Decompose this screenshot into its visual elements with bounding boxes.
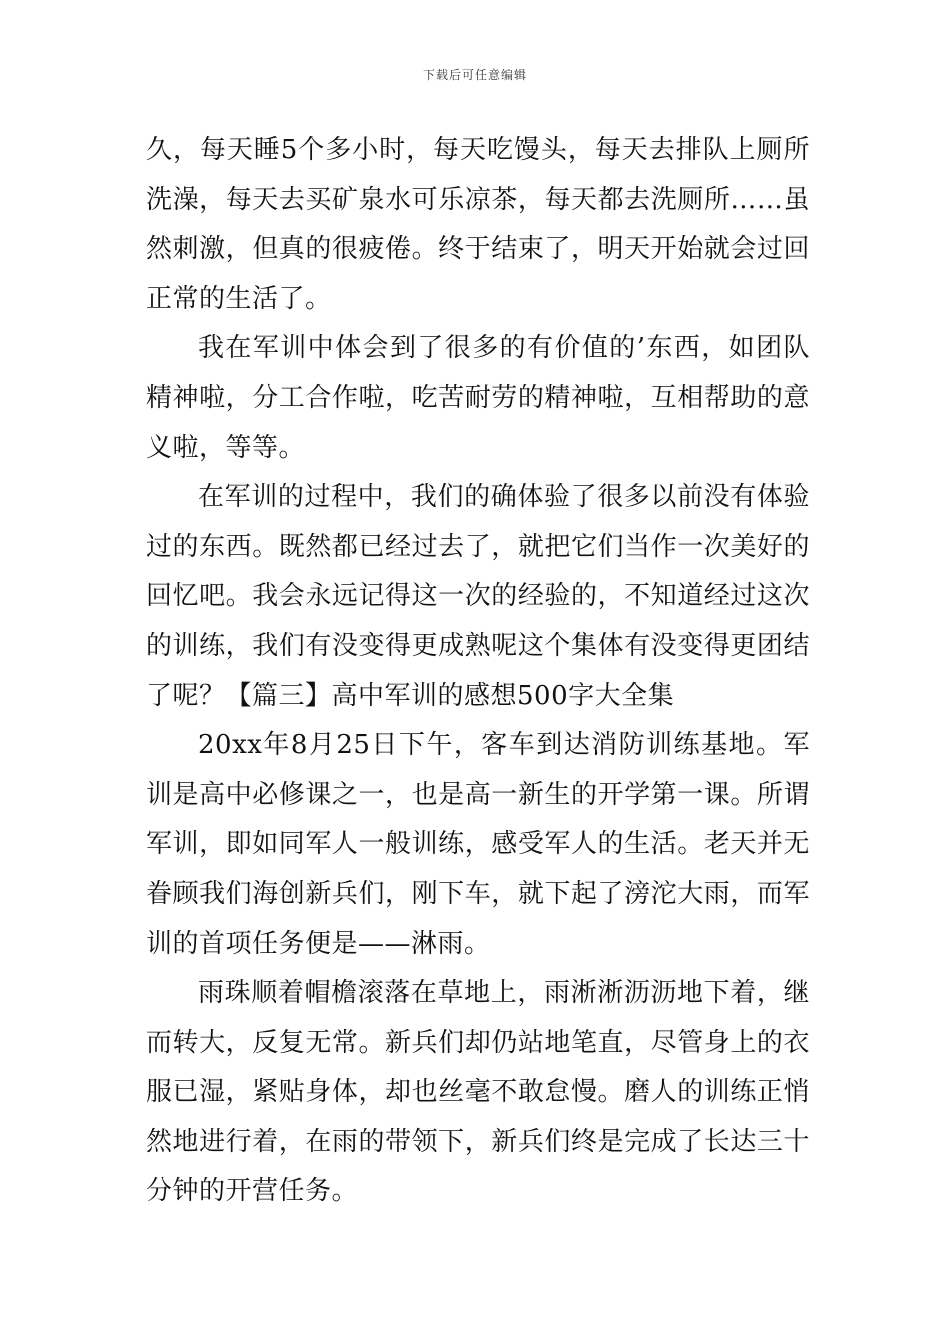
paragraph-2: 我在军训中体会到了很多的有价值的’东西，如团队精神啦，分工合作啦，吃苦耐劳的精神啦，互相帮助的意义啦，等等。 [146,333,810,463]
paragraph-3: 在军训的过程中，我们的确体验了很多以前没有体验过的东西。既然都已经过去了，就把它们当作一次美好的回忆吧。我会永远记得这一次的经验的，不知道经过这次的训练，我们有没变得更成熟呢这个集体有没变得更团结了呢？【篇三】高中军训的感想500字大全集 [146,482,810,711]
paragraph-1: 久，每天睡5个多小时，每天吃馒头，每天去排队上厕所洗澡，每天去买矿泉水可乐凉茶，每天都去洗厕所……虽然刺激，但真的很疲倦。终于结束了，明天开始就会过回正常的生活了。 [146,135,810,314]
paragraph-5: 雨珠顺着帽檐滚落在草地上，雨淅淅沥沥地下着，继而转大，反复无常。新兵们却仍站地笔直，尽管身上的衣服已湿，紧贴身体，却也丝毫不敢怠慢。磨人的训练正悄然地进行着，在雨的带领下，新兵们终是完成了长达三十分钟的开营任务。 [146,978,810,1207]
paragraph-4: 20xx年8月25日下午，客车到达消防训练基地。军训是高中必修课之一，也是高一新生的开学第一课。所谓军训，即如同军人一般训练，感受军人的生活。老天并无眷顾我们海创新兵们，刚下车，就下起了滂沱大雨，而军训的首项任务便是——淋雨。 [146,730,810,959]
page-header: 下载后可任意编辑 [422,68,527,82]
document-body [146,126,810,1217]
